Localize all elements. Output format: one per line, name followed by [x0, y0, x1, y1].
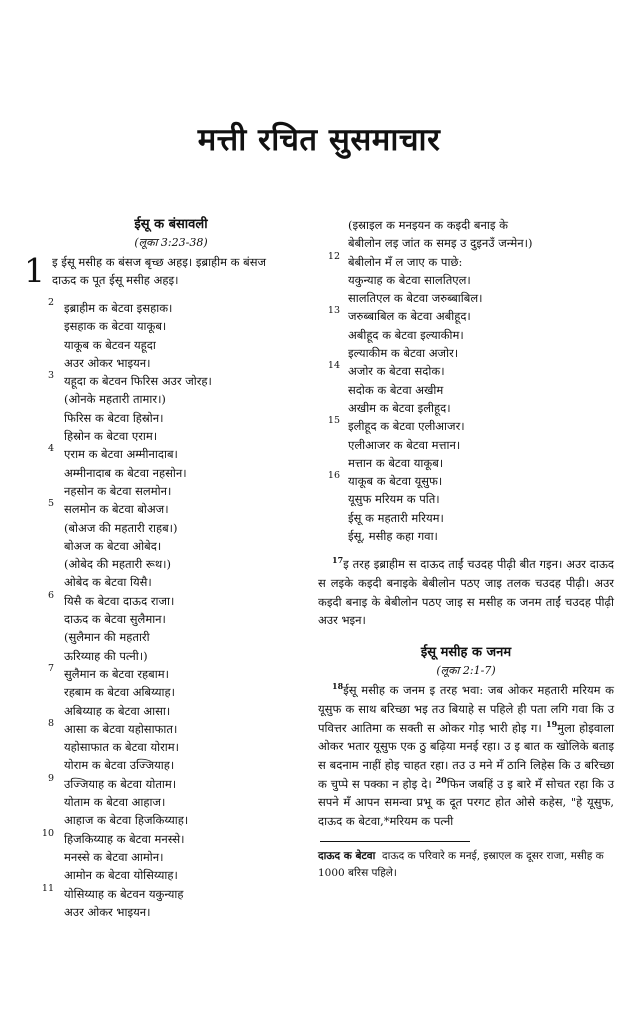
- paragraph-text: इ तरह इब्राहीम स दाऊद ताईं चउदह पीढ़ी बीत गइन। अउर दाऊद स लइके कइदी बनाइके बेबीलोन पठए जाइ तलक चउदह पीढ़ी। अउर कइदी बनाइ के बेबीलोन पठए जाइ स मसीह क जनम ताईं चउदह पीढ़ी अउर भइन।: [318, 557, 614, 628]
- verse-number: 4: [47, 443, 54, 455]
- genealogy-line: सुलैमान क बेटवा रहबाम।: [64, 666, 169, 681]
- genealogy-line: यूसुफ मरियम क पति।: [348, 492, 440, 507]
- genealogy-line: अखीम क बेटवा इलीहूद।: [348, 400, 451, 415]
- paragraph-17: [318, 555, 614, 630]
- genealogy-line: नहसोन क बेटवा सलमोन।: [64, 483, 172, 498]
- genealogy-line: यिसै क बेटवा दाऊद राजा।: [64, 593, 175, 608]
- genealogy-line: यकुन्याह क बेटवा सालतिएल।: [348, 272, 471, 287]
- genealogy-line: जरुब्बाबिल क बेटवा अबीहूद।: [348, 309, 471, 324]
- genealogy-line: दाऊद क बेटवा सुलैमान।: [64, 612, 166, 627]
- genealogy-line: इसहाक क बेटवा याकूब।: [64, 319, 167, 334]
- genealogy-line: अबिय्याह क बेटवा आसा।: [64, 703, 171, 718]
- genealogy-line: (बोअज की महतारी राहब।): [64, 520, 178, 535]
- genealogy-list-left: [30, 299, 312, 921]
- verse-number: 19: [546, 718, 558, 729]
- verse-number: 17: [332, 555, 344, 566]
- verse-group: [318, 472, 614, 545]
- genealogy-line: सलमोन क बेटवा बोअज।: [64, 502, 169, 517]
- verse-group: [30, 500, 312, 591]
- genealogy-line: इल्याकीम क बेटवा अजोर।: [348, 346, 459, 361]
- footnote-term: दाऊद क बेटवा: [318, 849, 376, 862]
- verse-number: 5: [47, 498, 54, 510]
- genealogy-line: याकूब क बेटवा यूसुफ।: [348, 474, 443, 489]
- genealogy-line: मत्तान क बेटवा याकूब।: [348, 455, 444, 470]
- section-reference: (लूका 2:1-7): [436, 664, 496, 678]
- genealogy-line: बोअज क बेटवा ओबेद।: [64, 538, 162, 553]
- verse-group: [30, 882, 312, 922]
- genealogy-line: (सुलैमान की महतारी: [64, 630, 150, 645]
- verse-group: [318, 307, 614, 362]
- genealogy-line: एराम क बेटवा अम्मीनादाब।: [64, 447, 178, 462]
- footnote-divider: [320, 841, 470, 842]
- verse-number: 2: [47, 297, 54, 308]
- genealogy-line: बेबीलोन मँ ल जाए क पाछे:: [348, 254, 463, 269]
- verse-group: [30, 662, 312, 720]
- verse-number: 7: [47, 662, 54, 674]
- section-heading: ईसू मसीह क जनम: [420, 645, 512, 661]
- verse-number: 9: [47, 772, 54, 784]
- verse-group: [30, 299, 312, 372]
- verse-number: 15: [327, 415, 340, 427]
- prose-block: [318, 555, 614, 630]
- verse-group: [30, 772, 312, 830]
- verse-number: 13: [327, 305, 340, 317]
- book-title: मत्ती रचित सुसमाचार: [197, 122, 441, 158]
- footnote-text: दाऊद क परिवारे क मनई, इस्राएल क दूसर राजा, मसीह क 1000 बरिस पहिले।: [318, 849, 604, 879]
- genealogy-line: आमोन क बेटवा योसिय्याह।: [64, 868, 178, 883]
- genealogy-line: फिरिस क बेटवा हिस्रोन।: [64, 410, 164, 425]
- genealogy-line: सदोक क बेटवा अखीम: [348, 382, 444, 397]
- intro-line: इ ईसू मसीह क बंसज बृच्छ अहइ। इब्राहीम क बंसज: [52, 255, 267, 269]
- genealogy-list-right: [318, 216, 614, 545]
- genealogy-line: अम्मीनादाब क बेटवा नहसोन।: [64, 465, 187, 480]
- genealogy-line: यहूदा क बेटवन फिरिस अउर जोरह।: [64, 374, 212, 389]
- verse-number: 11: [41, 882, 54, 894]
- genealogy-line: यहोसाफात क बेटवा योराम।: [64, 740, 180, 755]
- genealogy-line: अबीहूद क बेटवा इल्याकीम।: [348, 327, 464, 342]
- verse-number: 3: [47, 370, 54, 382]
- verse-group: [30, 445, 312, 500]
- birth-section: [318, 644, 614, 831]
- genealogy-line: (ओबेद की महतारी रूथ।): [64, 557, 172, 572]
- paragraph-text: ईसू मसीह क जनम इ तरह भवा: जब ओकर महतारी मरियम क यूसुफ क साथ बरिच्छा भइ तउ बियाहे स पहिले ही पता लगि गवा कि उ पवित्तर आतिमा क सक्ती स ओकर गोड़ भारी होइ ग।: [318, 683, 614, 735]
- genealogy-line: अउर ओकर भाइयन।: [64, 355, 151, 370]
- verse-group: [318, 250, 614, 308]
- verse-group: [30, 717, 312, 775]
- verse-group: [318, 362, 614, 417]
- verse-number: 10: [41, 827, 54, 839]
- genealogy-line: मनस्से क बेटवा आमोन।: [64, 849, 164, 864]
- genealogy-line: अजोर क बेटवा सदोक।: [348, 364, 445, 379]
- genealogy-line: हिस्रोन क बेटवा एराम।: [64, 429, 158, 444]
- footnote: [318, 848, 614, 882]
- genealogy-line: (ओनके महतारी तामार।): [64, 392, 166, 407]
- verse-number: 12: [327, 250, 340, 262]
- verse-number: 18: [332, 681, 344, 692]
- genealogy-line: रहबाम क बेटवा अबिय्याह।: [64, 685, 175, 700]
- genealogy-line: एलीआजर क बेटवा मत्तान।: [348, 437, 461, 452]
- paragraph-text: फिन जबहिं उ इ बारे मँ सोचत रहा कि उ सपने मँ आपन समन्वा प्रभू क दूत परगट होत ओसे कहेस, "हे यूसुफ, दाऊद क बेटवा,*मरियम क पत्नी: [318, 776, 615, 829]
- genealogy-line: योताम क बेटवा आहाज।: [64, 795, 166, 810]
- genealogy-line: हिजकिय्याह क बेटवा मनस्से।: [64, 831, 185, 846]
- genealogy-line: बेबीलोन लइ जांत क समइ उ दुइनउँ जन्मेन।): [348, 236, 533, 251]
- verse-group: [30, 372, 312, 445]
- intro-line: दाऊद क पूत ईसू मसीह अहइ।: [52, 273, 179, 287]
- genealogy-line: आहाज क बेटवा हिजकिय्याह।: [64, 813, 189, 828]
- genealogy-line: आसा क बेटवा यहोसाफात।: [64, 721, 178, 736]
- chapter-intro: [24, 251, 312, 290]
- verse-group: [30, 827, 312, 885]
- genealogy-line: ऊरिय्याह की पत्नी।): [64, 648, 148, 663]
- section-reference: (लूका 3:23-38): [134, 236, 208, 249]
- section-heading: ईसू क बंसावली: [134, 217, 208, 232]
- verse-group: [318, 216, 614, 253]
- paragraph-18: [318, 681, 614, 831]
- chapter-number: 1: [24, 251, 45, 290]
- genealogy-line: सालतिएल क बेटवा जरुब्बाबिल।: [348, 291, 483, 306]
- right-column: [318, 216, 614, 882]
- genealogy-line: अउर ओकर भाइयन।: [64, 904, 151, 919]
- verse-number: 20: [435, 774, 447, 785]
- verse-group: [30, 589, 312, 665]
- genealogy-line: याकूब क बेटवन यहूदा: [64, 337, 156, 352]
- verse-number: 14: [327, 360, 340, 372]
- verse-group: [318, 417, 614, 472]
- genealogy-line: ईसू, मसीह कहा गवा।: [348, 529, 438, 544]
- verse-number: 16: [327, 470, 340, 482]
- left-column: [24, 216, 312, 921]
- genealogy-line: ओबेद क बेटवा यिसै।: [64, 575, 152, 590]
- genealogy-line: योसिय्याह क बेटवन यकुन्याह: [64, 886, 184, 901]
- verse-number: 6: [47, 589, 54, 601]
- genealogy-line: उज्जियाह क बेटवा योताम।: [64, 776, 177, 791]
- genealogy-line: (इस्राइल क मनइयन क कइदी बनाइ के: [348, 218, 508, 232]
- paragraph-text: मुला होइवाला ओकर भतार यूसुफ एक ठु बढ़िया मनई रहा। उ इ बात क खोलिके बताइ स बदनाम नाहीं होइ चाहत रहा। तउ उ मने मँ ठानि लिहेस कि उ बरिच्छा क चुप्पे स पक्का न होइ दे।: [318, 720, 615, 791]
- genealogy-line: इब्राहीम क बेटवा इसहाक।: [64, 301, 173, 315]
- prose-block: [318, 681, 614, 831]
- verse-number: 8: [47, 717, 54, 729]
- genealogy-line: योराम क बेटवा उज्जियाह।: [64, 758, 175, 773]
- genealogy-line: इलीहूद क बेटवा एलीआजर।: [348, 419, 465, 434]
- genealogy-line: ईसू क महतारी मरियम।: [348, 510, 444, 525]
